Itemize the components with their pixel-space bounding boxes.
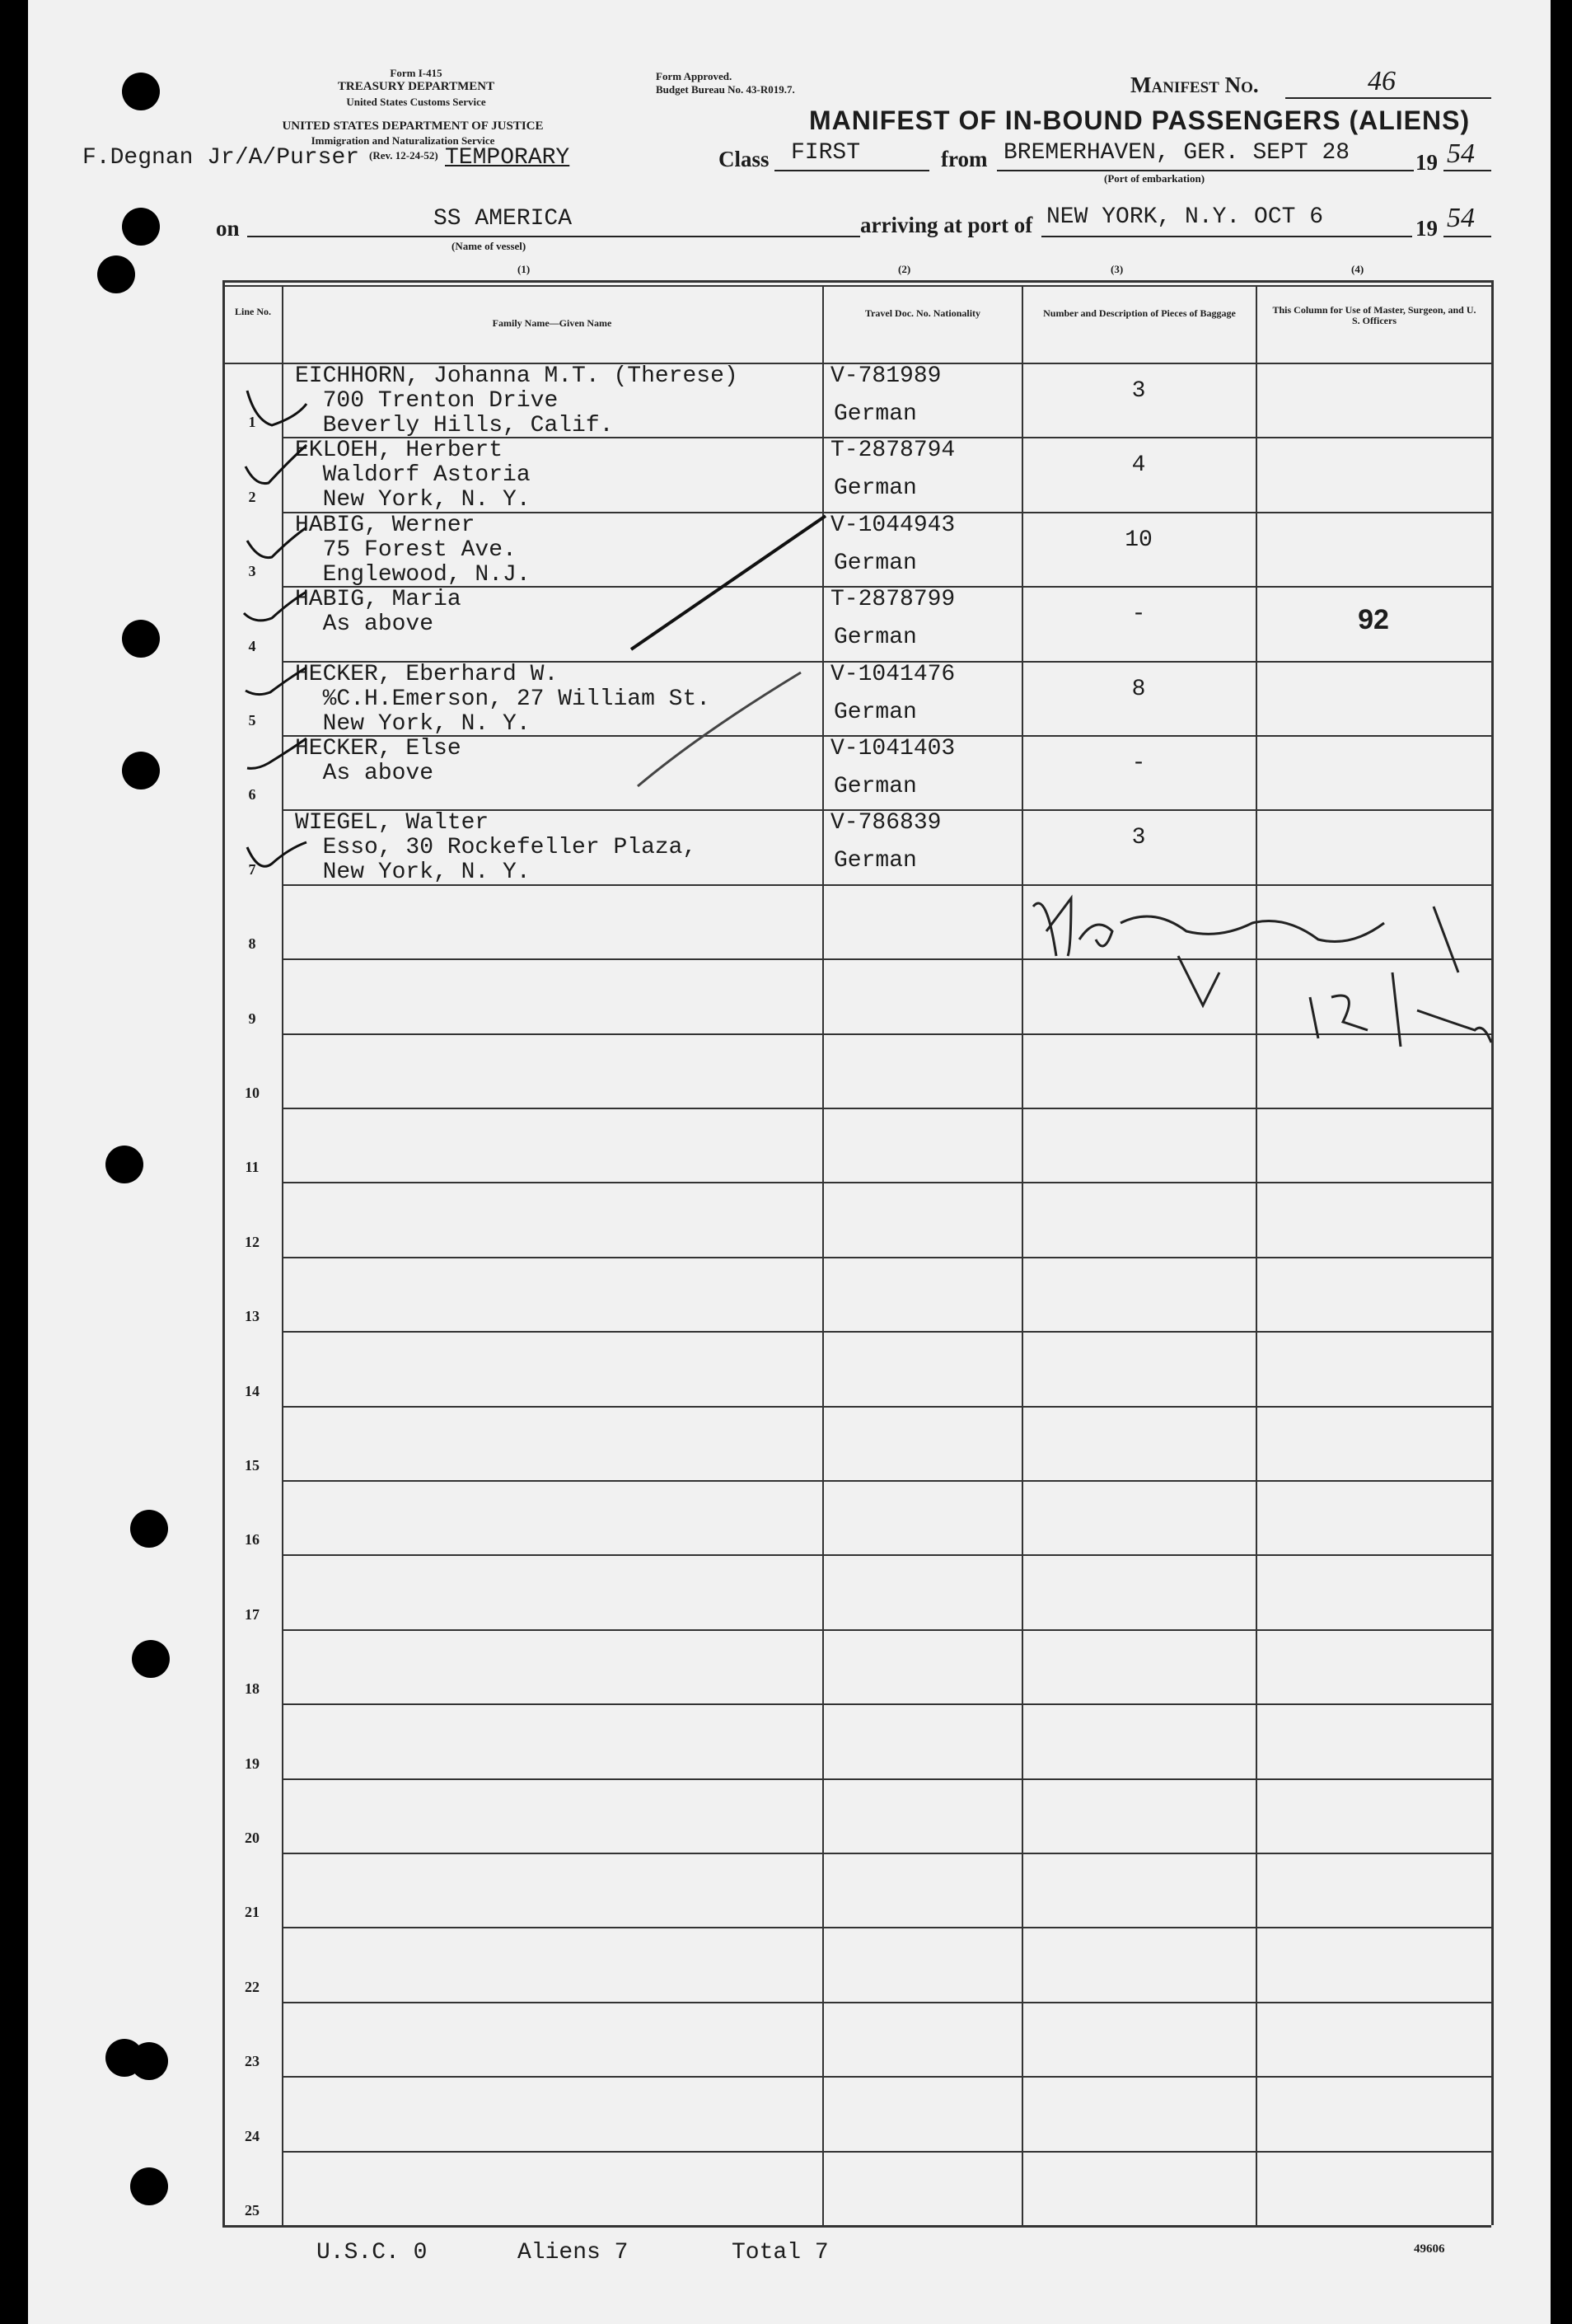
col-header-baggage: Number and Description of Pieces of Baggage — [1043, 307, 1236, 319]
line-number: 23 — [245, 2053, 260, 2070]
year-prefix-2: 19 — [1415, 216, 1438, 241]
baggage-count: 8 — [1131, 676, 1146, 702]
passenger-name: HECKER, Else As above — [295, 736, 461, 786]
line-number: 6 — [248, 786, 256, 804]
arriving-value: NEW YORK, N.Y. OCT 6 — [1046, 204, 1324, 230]
nationality: German — [834, 550, 917, 576]
check-mark — [247, 527, 306, 558]
line-number: 1 — [248, 414, 256, 431]
col-header-travel-doc: Travel Doc. No. Nationality — [864, 307, 981, 319]
baggage-count: - — [1131, 751, 1146, 776]
baggage-count: - — [1131, 602, 1146, 628]
nationality: German — [834, 625, 917, 651]
manifest-number: 46 — [1368, 66, 1396, 96]
col-header-name: Family Name—Given Name — [492, 317, 612, 329]
passenger-name: EKLOEH, Herbert Waldorf Astoria New York, N. Y. — [295, 438, 531, 513]
line-number: 5 — [248, 712, 256, 729]
travel-doc-no: V-781989 — [830, 363, 942, 389]
cancel-stroke — [638, 672, 801, 786]
col-num-4: (4) — [1351, 263, 1364, 275]
line-number: 17 — [245, 1605, 260, 1623]
baggage-count: 4 — [1131, 452, 1146, 479]
line-number: 25 — [245, 2202, 260, 2219]
line-number: 21 — [245, 1904, 260, 1921]
aliens-count: Aliens 7 — [517, 2240, 629, 2265]
passenger-name: EICHHORN, Johanna M.T. (Therese) 700 Trenton Drive Beverly Hills, Calif. — [295, 363, 738, 438]
passenger-name: HABIG, Maria As above — [295, 587, 461, 638]
line-number: 7 — [248, 860, 256, 878]
nationality: German — [834, 848, 917, 874]
usc-count: U.S.C. 0 — [316, 2240, 428, 2265]
col-num-2: (2) — [898, 263, 911, 275]
baggage-count: 3 — [1131, 378, 1146, 404]
line-number: 13 — [245, 1308, 260, 1325]
vessel-name: SS AMERICA — [433, 206, 573, 232]
check-mark — [247, 738, 306, 768]
line-number: 3 — [248, 563, 256, 580]
ins-service: Immigration and Naturalization Service — [311, 134, 495, 147]
travel-doc-no: V-1041403 — [830, 736, 956, 761]
line-number: 15 — [245, 1457, 260, 1474]
treasury-department: TREASURY DEPARTMENT — [337, 80, 495, 93]
travel-doc-no: T-2878799 — [830, 587, 956, 613]
nationality: German — [834, 476, 917, 502]
ins-revision: (Rev. 12-24-52) — [369, 149, 438, 162]
year-arrive: 54 — [1447, 203, 1475, 233]
line-number: 20 — [245, 1830, 260, 1846]
manifest-title: MANIFEST OF IN-BOUND PASSENGERS (ALIENS) — [809, 105, 1471, 135]
nationality: German — [834, 699, 917, 725]
port-embarkation-caption: (Port of embarkation) — [1104, 172, 1205, 185]
officer-note: 92 — [1358, 604, 1389, 636]
justice-department: UNITED STATES DEPARTMENT OF JUSTICE — [282, 119, 544, 133]
travel-doc-no: V-1041476 — [830, 661, 956, 687]
line-number: 8 — [248, 935, 256, 953]
line-number: 9 — [248, 1010, 256, 1027]
check-mark — [244, 592, 306, 621]
col-num-3: (3) — [1111, 263, 1124, 275]
line-number: 19 — [245, 1755, 260, 1772]
check-mark — [247, 391, 306, 425]
line-number: 11 — [245, 1159, 260, 1176]
form-code: 49606 — [1414, 2242, 1445, 2256]
travel-doc-no: T-2878794 — [830, 438, 956, 464]
year-prefix: 19 — [1415, 150, 1438, 175]
class-label: Class — [718, 147, 770, 171]
line-number: 14 — [245, 1382, 260, 1399]
baggage-count: 3 — [1131, 825, 1146, 851]
nationality: German — [834, 401, 917, 427]
from-value: BREMERHAVEN, GER. SEPT 28 — [1004, 140, 1350, 166]
purser-signature: F.Degnan Jr/A/Purser — [82, 145, 360, 171]
manifest-no-label: Manifest No. — [1130, 73, 1259, 97]
on-label: on — [216, 216, 240, 241]
line-number: 22 — [245, 1978, 260, 1995]
nationality: German — [834, 774, 917, 799]
line-number: 18 — [245, 1680, 260, 1698]
line-number: 24 — [245, 2127, 260, 2144]
col-header-line-no: Line No. — [234, 306, 271, 317]
baggage-count: 10 — [1125, 527, 1153, 553]
year-from: 54 — [1447, 138, 1475, 169]
line-number: 16 — [245, 1531, 260, 1549]
budget-bureau: Budget Bureau No. 43-R019.7. — [656, 83, 795, 96]
check-mark — [247, 842, 306, 866]
vessel-caption: (Name of vessel) — [451, 240, 526, 252]
from-label: from — [941, 147, 988, 171]
arriving-label: arriving at port of — [860, 213, 1033, 237]
passenger-name: HABIG, Werner 75 Forest Ave. Englewood, N.J. — [295, 512, 531, 588]
class-value: FIRST — [791, 140, 861, 166]
col-num-1: (1) — [517, 263, 531, 275]
customs-service: United States Customs Service — [346, 96, 486, 108]
line-number: 4 — [248, 637, 256, 654]
passenger-name: WIEGEL, Walter Esso, 30 Rockefeller Plaza, New York, N. Y. — [295, 810, 697, 886]
temporary-stamp: TEMPORARY — [445, 145, 570, 171]
form-approved: Form Approved. — [656, 70, 732, 82]
passenger-name: HECKER, Eberhard W. %C.H.Emerson, 27 William St. New York, N. Y. — [295, 661, 711, 737]
line-number: 12 — [245, 1233, 260, 1250]
line-number: 2 — [248, 488, 256, 505]
travel-doc-no: V-1044943 — [830, 512, 956, 538]
travel-doc-no: V-786839 — [830, 810, 942, 836]
line-number: 10 — [245, 1085, 260, 1101]
cancel-stroke — [631, 516, 826, 649]
form-number: Form I-415 — [390, 67, 442, 79]
time-note — [1310, 972, 1491, 1047]
col-header-officers: This Column for Use of Master, Surgeon, and U. S. Officers — [1272, 304, 1476, 327]
check-mark — [246, 445, 306, 484]
total-count: Total 7 — [732, 2240, 829, 2265]
check-mark — [246, 668, 306, 695]
